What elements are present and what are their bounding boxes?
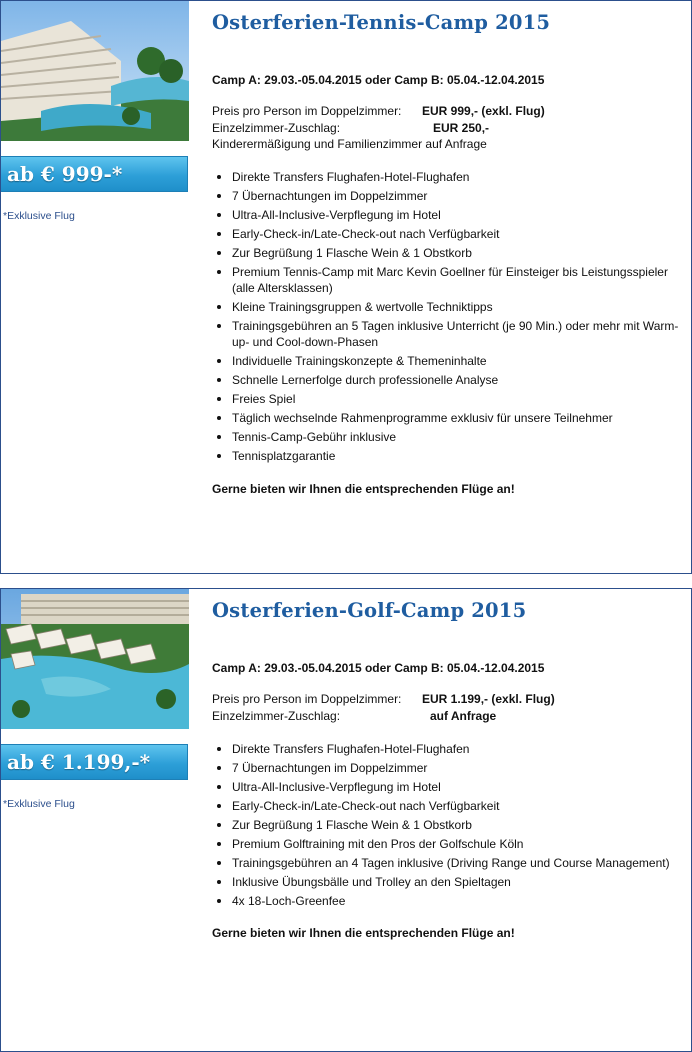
closing-text: Gerne bieten wir Ihnen die entsprechenden Flüge an! [212, 926, 515, 940]
list-item: 4x 18-Loch-Greenfee [212, 893, 687, 909]
list-item: 7 Übernachtungen im Doppelzimmer [212, 188, 687, 204]
price-value: EUR 250,- [433, 121, 490, 135]
list-item: Inklusive Übungsbälle und Trolley an den Spieltagen [212, 874, 687, 890]
offer-title: Osterferien-Golf-Camp 2015 [212, 599, 527, 622]
list-item: Early-Check-in/Late-Check-out nach Verfügbarkeit [212, 798, 687, 814]
list-item: Individuelle Trainingskonzepte & Themeninhalte [212, 353, 687, 369]
price-badge[interactable]: ab € 1.199,-* [1, 744, 188, 780]
list-item: Trainingsgebühren an 4 Tagen inklusive (Driving Range und Course Management) [212, 855, 687, 871]
offer-card-golf [0, 588, 692, 1052]
list-item: Freies Spiel [212, 391, 687, 407]
price-value: EUR 1.199,- (exkl. Flug) [422, 692, 555, 706]
hotel-photo[interactable] [1, 1, 189, 141]
offer-title: Osterferien-Tennis-Camp 2015 [212, 11, 551, 34]
list-item: 7 Übernachtungen im Doppelzimmer [212, 760, 687, 776]
list-item: Trainingsgebühren an 5 Tagen inklusive Unterricht (je 90 Min.) oder mehr mit Warm-up- und Cool-down-Phasen [212, 318, 687, 350]
price-row-double-room [212, 690, 555, 708]
price-label: Einzelzimmer-Zuschlag: [212, 709, 341, 723]
camp-dates: Camp A: 29.03.-05.04.2015 oder Camp B: 05.04.-12.04.2015 [212, 73, 545, 87]
camp-dates: Camp A: 29.03.-05.04.2015 oder Camp B: 05.04.-12.04.2015 [212, 661, 545, 675]
hotel-photo[interactable] [1, 589, 189, 729]
footnote-text: *Exklusive Flug [3, 798, 75, 810]
price-label: Preis pro Person im Doppelzimmer: [212, 692, 402, 706]
price-row-double-room [212, 102, 545, 120]
price-badge[interactable]: ab € 999-* [1, 156, 188, 192]
price-value: EUR 999,- (exkl. Flug) [422, 104, 545, 118]
list-item: Premium Tennis-Camp mit Marc Kevin Goellner für Einsteiger bis Leistungsspieler (alle Altersklassen) [212, 264, 687, 296]
price-label: Preis pro Person im Doppelzimmer: [212, 104, 402, 118]
price-note: Kinderermäßigung und Familienzimmer auf Anfrage [212, 137, 487, 151]
list-item: Täglich wechselnde Rahmenprogramme exklusiv für unsere Teilnehmer [212, 410, 687, 426]
list-item: Tennis-Camp-Gebühr inklusive [212, 429, 687, 445]
list-item: Kleine Trainingsgruppen & wertvolle Techniktipps [212, 299, 687, 315]
price-value: auf Anfrage [430, 709, 497, 723]
list-item: Premium Golftraining mit den Pros der Golfschule Köln [212, 836, 687, 852]
list-item: Tennisplatzgarantie [212, 448, 687, 464]
list-item: Direkte Transfers Flughafen-Hotel-Flughafen [212, 741, 687, 757]
feature-list [212, 169, 687, 467]
price-label: Einzelzimmer-Zuschlag: [212, 121, 341, 135]
list-item: Ultra-All-Inclusive-Verpflegung im Hotel [212, 779, 687, 795]
list-item: Early-Check-in/Late-Check-out nach Verfügbarkeit [212, 226, 687, 242]
footnote-text: *Exklusive Flug [3, 210, 75, 222]
list-item: Zur Begrüßung 1 Flasche Wein & 1 Obstkorb [212, 245, 687, 261]
list-item: Ultra-All-Inclusive-Verpflegung im Hotel [212, 207, 687, 223]
list-item: Schnelle Lernerfolge durch professionelle Analyse [212, 372, 687, 388]
closing-text: Gerne bieten wir Ihnen die entsprechenden Flüge an! [212, 482, 515, 496]
list-item: Direkte Transfers Flughafen-Hotel-Flughafen [212, 169, 687, 185]
list-item: Zur Begrüßung 1 Flasche Wein & 1 Obstkorb [212, 817, 687, 833]
price-row-single-supplement [212, 707, 496, 725]
feature-list [212, 741, 687, 912]
